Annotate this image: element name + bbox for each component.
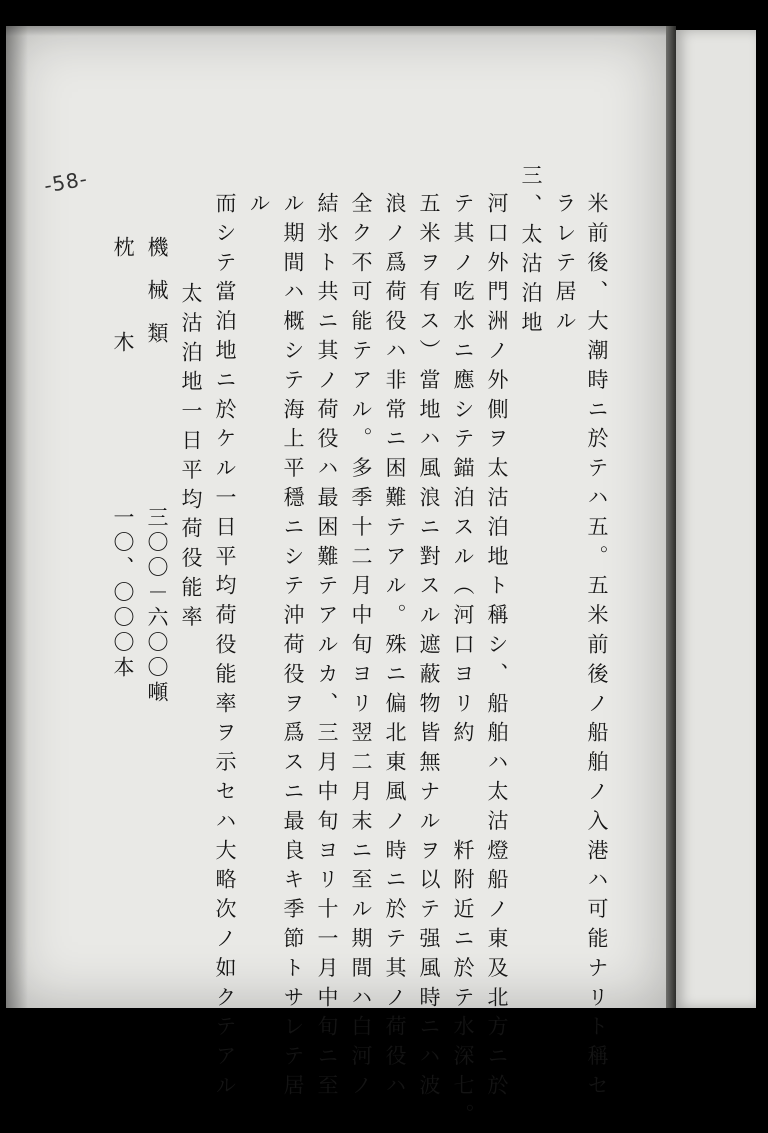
- text-column: ル: [247, 192, 271, 222]
- text-column: 河口外門洲ノ外側ヲ太沽泊地ト稱シ、船舶ハ太沽燈船ノ東及北方ニ於: [485, 192, 509, 1104]
- table-title: 太沽泊地一日平均荷役能率: [179, 282, 203, 635]
- table-row-label: 枕木: [111, 236, 135, 426]
- book-gutter: [666, 26, 676, 1008]
- text-column: テ其ノ吃水ニ應シテ錨泊スル（河口ヨリ約 粁附近ニ於テ水深七。: [451, 192, 475, 1133]
- text-column: 五米ヲ有ス）當地ハ風浪ニ對スル遮蔽物皆無ナルヲ以テ强風時ニハ波: [417, 192, 441, 1104]
- text-column: 全ク不可能テアル。多季十二月中旬ヨリ翌二月末ニ至ル期間ハ白河ノ: [349, 192, 373, 1104]
- adjacent-page: [676, 30, 756, 1008]
- text-column: 而シテ當泊地ニ於ケル一日平均荷役能率ヲ示セハ大略次ノ如クテアル: [213, 192, 237, 1104]
- text-column: 結氷ト共ニ其ノ荷役ハ最困難テアルカ、三月中旬ヨリ十一月中旬ニ至: [315, 192, 339, 1104]
- table-row-value: 一〇、〇〇〇本: [111, 506, 135, 681]
- section-heading: 三、太沽泊地: [519, 164, 543, 341]
- table-row-value: 三〇〇－六〇〇噸: [145, 506, 169, 706]
- text-column: 浪ノ爲荷役ハ非常ニ困難テアル。殊ニ偏北東風ノ時ニ於テ其ノ荷役ハ: [383, 192, 407, 1104]
- page-number: -58-: [42, 166, 90, 198]
- text-column: ラレテ居ル: [553, 192, 577, 339]
- text-column: ル期間ハ概シテ海上平穩ニシテ沖荷役ヲ爲スニ最良キ季節トサレテ居: [281, 192, 305, 1104]
- text-column: 米前後、大潮時ニ於テハ五。五米前後ノ船舶ノ入港ハ可能ナリト稱セ: [585, 192, 609, 1104]
- table-row-label: 機械類: [145, 236, 169, 365]
